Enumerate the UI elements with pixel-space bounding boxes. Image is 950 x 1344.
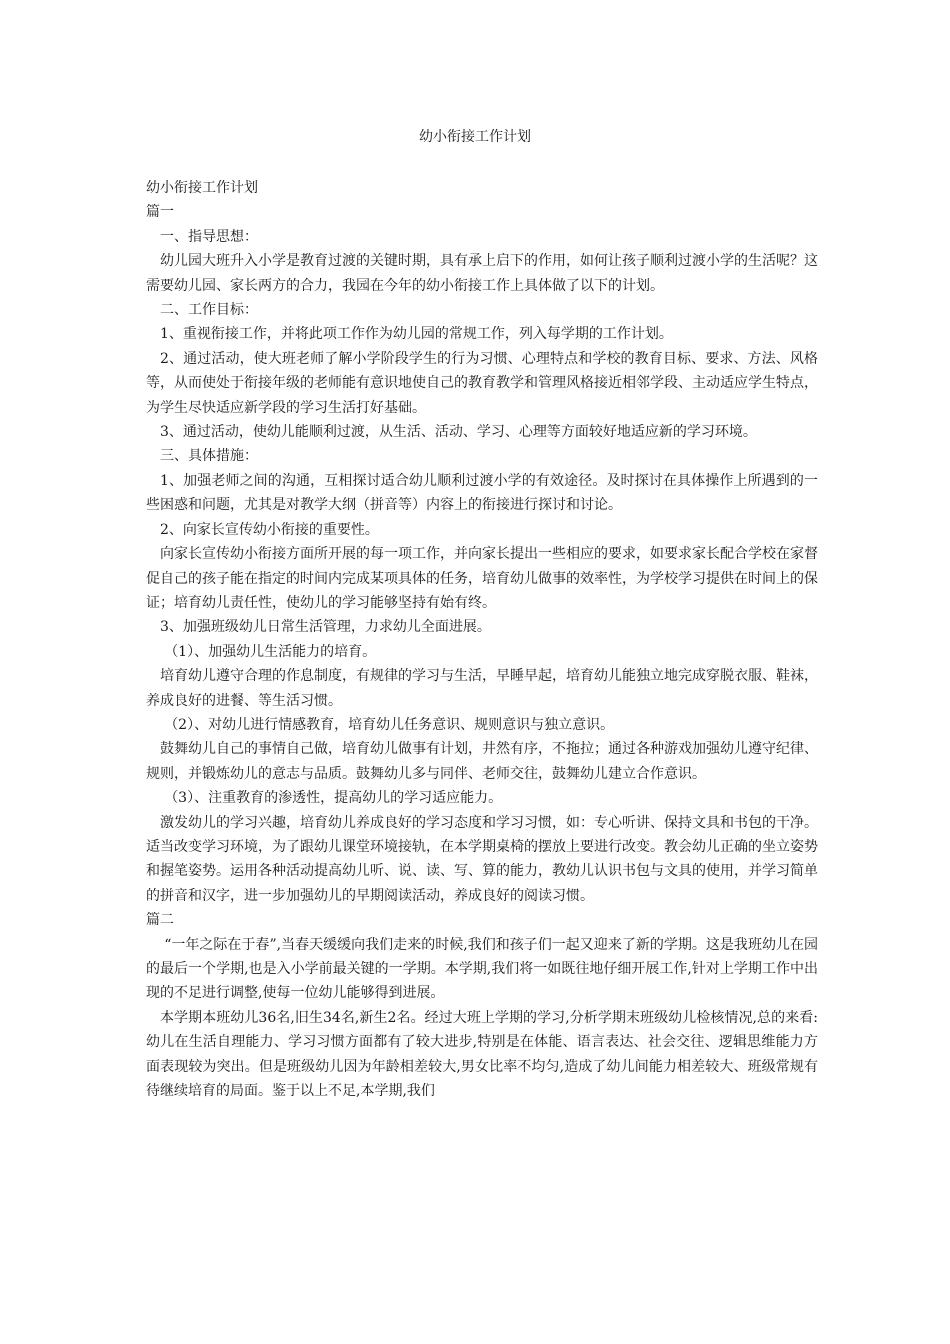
paragraph: 幼小衔接工作计划	[146, 180, 258, 196]
document-body	[146, 176, 818, 1103]
paragraph: 激发幼儿的学习兴趣，培育幼儿养成良好的学习态度和学习习惯，如：专心听讲、保持文具和书包的干净。适当改变学习环境，为了跟幼儿课堂环境接轨，在本学期桌椅的摆放上要进行改变。教会幼儿正确的坐立姿势和握笔姿势。运用各种活动提高幼儿听、说、读、写、算的能力，教幼儿认识书包与文具的使用，并学习简单的拼音和汉字，进一步加强幼儿的早期阅读活动，养成良好的阅读习惯。	[146, 814, 818, 904]
paragraph: 向家长宣传幼小衔接方面所开展的每一项工作，并向家长提出一些相应的要求，如要求家长配合学校在家督促自己的孩子能在指定的时间内完成某项具体的任务，培育幼儿做事的效率性，为学校学习提供在时间上的保证；培育幼儿责任性，使幼儿的学习能够坚持有始有终。	[146, 546, 818, 611]
paragraph: 本学期本班幼儿36名,旧生34名,新生2名。经过大班上学期的学习,分析学期末班级幼儿检核情况,总的来看:幼儿在生活自理能力、学习习惯方面都有了较大进步,特别是在体能、语言表达、社会交往、逻辑思维能力方面表现较为突出。但是班级幼儿因为年龄相差较大,男女比率不均匀,造成了幼儿间能力相差较大、班级常规有待继续培育的局面。鉴于以上不足,本学期,我们	[146, 1009, 818, 1100]
paragraph: 2、向家长宣传幼小衔接的重要性。	[160, 521, 379, 538]
paragraph: 一、指导思想：	[160, 228, 258, 245]
paragraph: 2、通过活动，使大班老师了解小学阶段学生的行为习惯、心理特点和学校的教育目标、要求、方法、风格等，从而使处于衔接年级的老师能有意识地使自己的教育教学和管理风格接近相邻学段、主动适应学生特点，为学生尽快适应新学段的学习生活打好基础。	[146, 350, 818, 416]
paragraph: 3、通过活动，使幼儿能顺利过渡，从生活、活动、学习、心理等方面较好地适应新的学习环境。	[160, 424, 757, 441]
paragraph: 1、重视衔接工作，并将此项工作作为幼儿园的常规工作，列入每学期的工作计划。	[160, 326, 673, 343]
paragraph: （3）、注重教育的渗透性，提高幼儿的学习适应能力。	[164, 790, 503, 807]
paragraph: 三、具体措施：	[160, 448, 258, 465]
paragraph: 篇二	[146, 912, 174, 929]
paragraph: 二、工作目标：	[160, 302, 258, 319]
paragraph: 鼓舞幼儿自己的事情自己做，培育幼儿做事有计划，井然有序，不拖拉；通过各种游戏加强幼儿遵守纪律、规则，并锻炼幼儿的意志与品质。鼓舞幼儿多与同伴、老师交往，鼓舞幼儿建立合作意识。	[146, 741, 818, 782]
paragraph: （1）、加强幼儿生活能力的培育。	[164, 643, 377, 660]
paragraph: 篇一	[146, 204, 174, 221]
paragraph: 培育幼儿遵守合理的作息制度，有规律的学习与生活，早睡早起，培育幼儿能独立地完成穿脱衣服、鞋袜，养成良好的进餐、等生活习惯。	[146, 668, 818, 709]
paragraph: 幼儿园大班升入小学是教育过渡的关键时期，具有承上启下的作用，如何让孩子顺利过渡小学的生活呢？这需要幼儿园、家长两方的合力，我园在今年的幼小衔接工作上具体做了以下的计划。	[146, 253, 818, 294]
paragraph: （2）、对幼儿进行情感教育，培育幼儿任务意识、规则意识与独立意识。	[164, 716, 615, 733]
paragraph: 3、加强班级幼儿日常生活管理，力求幼儿全面进展。	[160, 619, 491, 636]
paragraph: “一年之际在于春”,当春天缓缓向我们走来的时候,我们和孩子们一起又迎来了新的学期。这是我班幼儿在园的最后一个学期,也是入小学前最关键的一学期。本学期,我们将一如既往地仔细开展工作,针对上学期工作中出现的不足进行调整,使每一位幼儿能够得到进展。	[146, 936, 818, 1002]
paragraph: 1、加强老师之间的沟通，互相探讨适合幼儿顺利过渡小学的有效途径。及时探讨在具体操作上所遇到的一些困惑和问题，尤其是对教学大纲（拼音等）内容上的衔接进行探讨和讨论。	[146, 472, 818, 514]
page-title: 幼小衔接工作计划	[419, 129, 531, 145]
